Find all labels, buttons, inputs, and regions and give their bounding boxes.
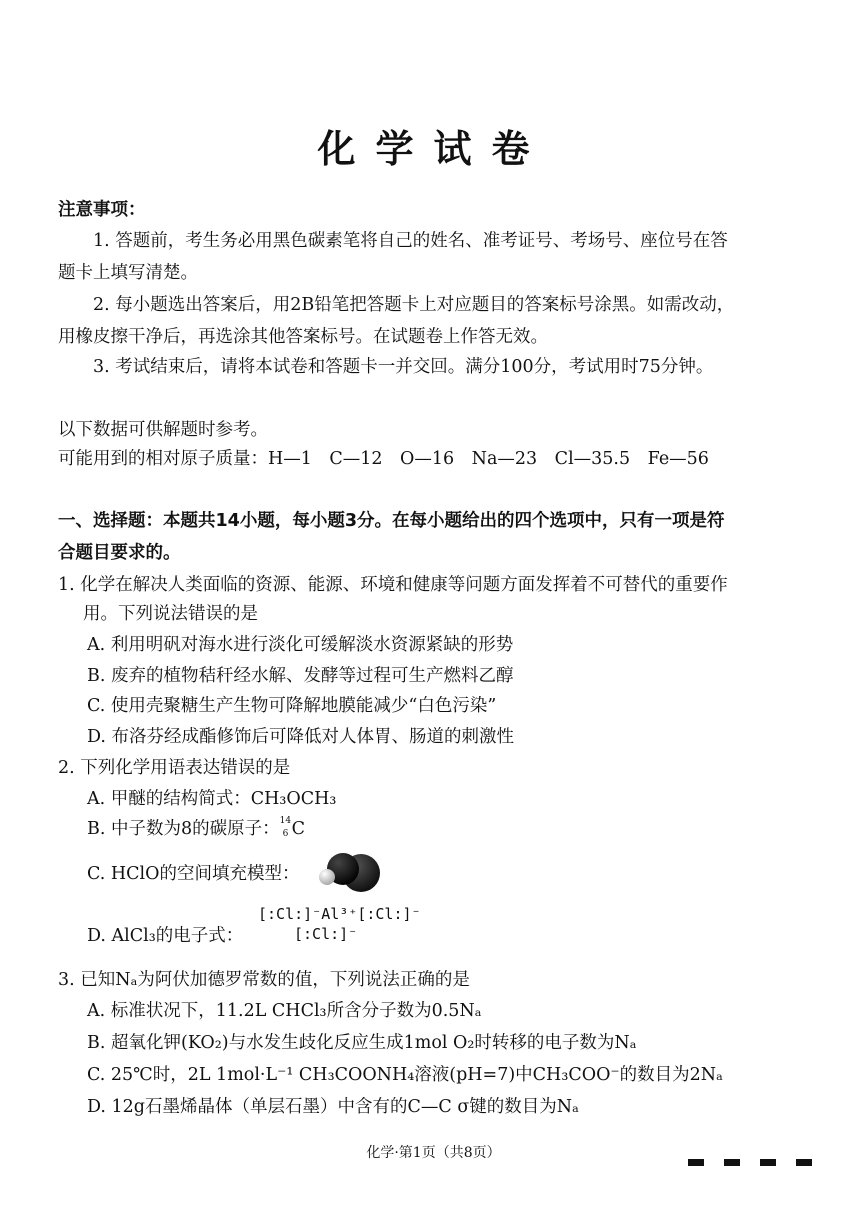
hclo-space-filling-model-icon xyxy=(316,851,382,895)
mass-number: 14 xyxy=(279,816,292,826)
page-footer: 化学·第1页（共8页） xyxy=(366,1145,501,1161)
question-3-option-d: D. 12g石墨烯晶体（单层石墨）中含有的C—C σ键的数目为Nₐ xyxy=(87,1097,579,1117)
notice-item-2-line-1: 2. 每小题选出答案后，用2B铅笔把答题卡上对应题目的答案标号涂黑。如需改动， xyxy=(93,295,735,315)
section-1-heading-line-2: 合题目要求的。 xyxy=(58,543,181,563)
lewis-line-2: [:Cl:]⁻ xyxy=(294,925,358,943)
question-2-option-b xyxy=(87,818,305,840)
lewis-line-1: [:Cl:]⁻Al³⁺[:Cl:]⁻ xyxy=(258,905,421,923)
reference-line-1: 以下数据可供解题时参考。 xyxy=(58,420,268,440)
marker-bar xyxy=(724,1159,740,1166)
atomic-number: 6 xyxy=(282,829,289,839)
question-1-option-d: D. 布洛芬经成酯修饰后可降低对人体胃、肠道的刺激性 xyxy=(87,727,515,747)
section-1-heading-line-1: 一、选择题：本题共14小题，每小题3分。在每小题给出的四个选项中，只有一项是符 xyxy=(58,511,725,531)
question-1-option-c: C. 使用壳聚糖生产生物可降解地膜能减少“白色污染” xyxy=(87,696,497,716)
notice-item-3: 3. 考试结束后，请将本试卷和答题卡一并交回。满分100分，考试用时75分钟。 xyxy=(93,357,714,377)
question-1-option-b: B. 废弃的植物秸秆经水解、发酵等过程可生产燃料乙醇 xyxy=(87,666,514,686)
question-2-stem: 2. 下列化学用语表达错误的是 xyxy=(58,758,291,778)
reference-atomic-masses: 可能用到的相对原子质量：H—1 C—12 O—16 Na—23 Cl—35.5 Fe—56 xyxy=(58,449,709,469)
alcl3-electron-formula xyxy=(258,904,421,944)
marker-bar xyxy=(760,1159,776,1166)
question-3-stem: 3. 已知Nₐ为阿伏加德罗常数的值，下列说法正确的是 xyxy=(58,970,470,990)
question-3-option-b: B. 超氧化钾(KO₂)与水发生歧化反应生成1mol O₂时转移的电子数为Nₐ xyxy=(87,1033,637,1053)
question-1-stem-line-1: 1. 化学在解决人类面临的资源、能源、环境和健康等问题方面发挥着不可替代的重要作 xyxy=(58,575,728,595)
marker-bar xyxy=(688,1159,704,1166)
page-title: 化学试卷 xyxy=(317,127,550,171)
question-2-option-a-text: A. 甲醚的结构简式： xyxy=(87,789,251,809)
carbon-symbol: C xyxy=(291,819,306,839)
marker-bar xyxy=(796,1159,812,1166)
question-3-option-a: A. 标准状况下，11.2L CHCl₃所含分子数为0.5Nₐ xyxy=(87,1001,482,1021)
question-1-stem-line-2: 用。下列说法错误的是 xyxy=(83,604,258,624)
carbon-isotope-notation xyxy=(280,818,292,840)
question-1-option-a: A. 利用明矾对海水进行淡化可缓解淡水资源紧缺的形势 xyxy=(87,635,514,655)
notice-heading: 注意事项： xyxy=(58,200,146,220)
scan-marker-bars xyxy=(688,1151,812,1170)
question-2-option-a xyxy=(87,788,336,810)
question-2-option-d: D. AlCl₃的电子式： xyxy=(87,926,244,946)
question-2-option-c: C. HClO的空间填充模型： xyxy=(87,864,300,884)
notice-item-1-line-2: 题卡上填写清楚。 xyxy=(58,263,198,283)
question-3-option-c: C. 25℃时，2L 1mol·L⁻¹ CH₃COONH₄溶液(pH=7)中CH₃COO⁻的数目为2Nₐ xyxy=(87,1065,723,1085)
question-2-option-b-text: B. 中子数为8的碳原子： xyxy=(87,819,280,839)
notice-item-2-line-2: 用橡皮擦干净后，再选涂其他答案标号。在试题卷上作答无效。 xyxy=(58,327,548,347)
dimethyl-ether-formula: CH₃OCH₃ xyxy=(250,789,337,809)
notice-item-1-line-1: 1. 答题前，考生务必用黑色碳素笔将自己的姓名、准考证号、考场号、座位号在答 xyxy=(93,231,728,251)
